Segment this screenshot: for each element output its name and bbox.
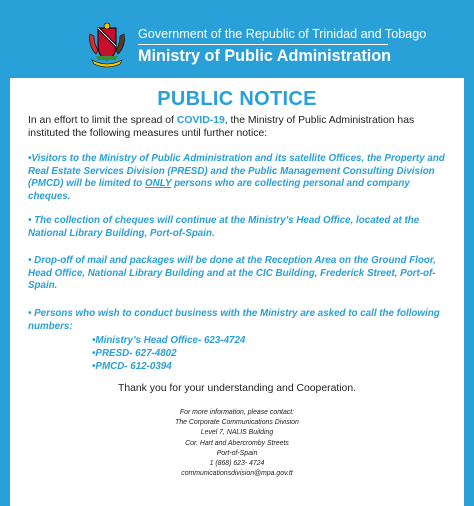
notice-panel bbox=[10, 78, 464, 506]
header-divider bbox=[138, 44, 388, 45]
bullet-business: • Persons who wish to conduct business with the Ministry are asked to call the following numbers: bbox=[28, 308, 440, 332]
covid-highlight: COVID-19 bbox=[176, 115, 225, 126]
intro-text: In an effort to limit the spread of bbox=[28, 115, 177, 126]
contact-block bbox=[10, 408, 464, 479]
bullet-text: persons who are collecting personal and company cheques. bbox=[28, 178, 410, 202]
phone-numbers bbox=[92, 334, 245, 373]
notice-title: PUBLIC NOTICE bbox=[157, 88, 317, 110]
contact-line: Port-of-Spain bbox=[216, 449, 258, 457]
header bbox=[0, 0, 474, 78]
contact-phone: 1 (868) 623- 4724 bbox=[209, 460, 265, 468]
contact-line: The Corporate Communications Division bbox=[175, 419, 299, 427]
ministry-name: Ministry of Public Administration bbox=[138, 47, 392, 65]
contact-line: Level 7, NALIS Building bbox=[200, 429, 274, 437]
phone-presd: •PRESD- 627-4802 bbox=[92, 348, 177, 359]
bullet-mail: • Drop-off of mail and packages will be done at the Reception Area on the Ground Floor, Head Office, National Library Building and at the CIC Building, Frederick Street, Port-of-Spain. bbox=[28, 255, 436, 292]
contact-email: communicationsdivision@mpa.gov.tt bbox=[181, 470, 293, 478]
intro-text: , the Ministry of Public Administration has instituted the following measures until further notice: bbox=[28, 115, 415, 139]
government-name: Government of the Republic of Trinidad and Tobago bbox=[138, 27, 427, 41]
only-emphasis: ONLY bbox=[145, 178, 172, 190]
bullet-visitors bbox=[28, 153, 448, 203]
thank-you: Thank you for your understanding and Cooperation. bbox=[118, 383, 356, 394]
coat-of-arms-icon bbox=[84, 22, 130, 68]
contact-line: Cor. Hart and Abercromby Streets bbox=[185, 439, 289, 447]
phone-head-office: •Ministry’s Head Office- 623-4724 bbox=[92, 335, 246, 346]
bullet-cheques: • The collection of cheques will continue at the Ministry’s Head Office, located at the National Library Building, Port-of-Spain. bbox=[28, 215, 420, 239]
contact-line: For more information, please contact: bbox=[179, 409, 295, 416]
phone-pmcd: •PMCD- 612-0394 bbox=[92, 361, 172, 372]
bullet-text: •Visitors to the Ministry of Public Administration and its satellite Offices, the Property and Real Estate Services Division (PRESD) and the Public Management Consulting Division (PMCD) will be limited to bbox=[28, 153, 445, 190]
notice-intro bbox=[28, 114, 448, 140]
